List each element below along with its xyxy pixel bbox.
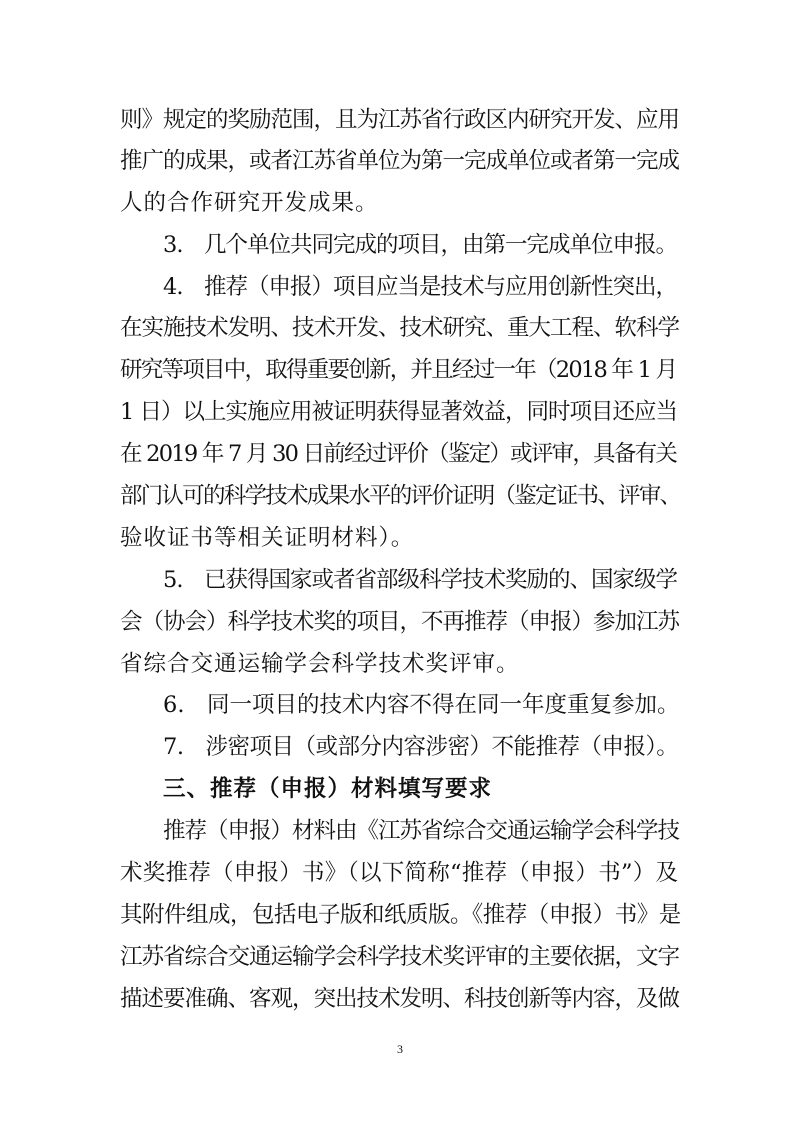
body-line: 描述要准确、客观，突出技术发明、科技创新等内容，及做 <box>120 986 680 1012</box>
body-line: 江苏省综合交通运输学会科学技术奖评审的主要依据，文字 <box>120 944 680 970</box>
body-line: 推广的成果，或者江苏省单位为第一完成单位或者第一完成 <box>120 148 680 174</box>
body-line: 研究等项目中，取得重要创新，并且经过一年（2018 年 1 月 <box>120 357 677 383</box>
body-line: 则》规定的奖励范围，且为江苏省行政区内研究开发、应用 <box>120 107 680 133</box>
body-line: 在 2019 年 7 月 30 日前经过评价（鉴定）或评审，具备有关 <box>120 441 677 467</box>
body-line: 3. 几个单位共同完成的项目，由第一完成单位申报。 <box>163 232 677 258</box>
body-line: 7. 涉密项目（或部分内容涉密）不能推荐（申报）。 <box>163 734 679 760</box>
body-line: 推荐（申报）材料由《江苏省综合交通运输学会科学技 <box>163 818 680 844</box>
body-line: 4. 推荐（申报）项目应当是技术与应用创新性突出， <box>163 274 677 300</box>
body-line: 验收证书等相关证明材料）。 <box>120 525 415 551</box>
body-line: 5. 已获得国家或者省部级科学技术奖励的、国家级学 <box>163 567 677 593</box>
body-line: 会（协会）科学技术奖的项目，不再推荐（申报）参加江苏 <box>120 609 680 635</box>
body-line: 术奖推荐（申报）书》（以下简称“推荐（申报）书”）及 <box>120 860 679 886</box>
body-line: 人的合作研究开发成果。 <box>120 190 379 216</box>
section-heading: 三、推荐（申报）材料填写要求 <box>163 776 493 802</box>
body-line: 1 日）以上实施应用被证明获得显著效益，同时项目还应当 <box>120 399 677 425</box>
body-line: 其附件组成，包括电子版和纸质版。《推荐（申报）书》是 <box>120 902 681 928</box>
body-line: 在实施技术发明、技术开发、技术研究、重大工程、软科学 <box>120 315 680 341</box>
body-line: 6. 同一项目的技术内容不得在同一年度重复参加。 <box>163 692 680 718</box>
body-line: 部门认可的科学技术成果水平的评价证明（鉴定证书、评审、 <box>120 483 681 509</box>
body-line: 省综合交通运输学会科学技术奖评审。 <box>120 651 520 677</box>
page-number: 3 <box>397 1042 403 1056</box>
